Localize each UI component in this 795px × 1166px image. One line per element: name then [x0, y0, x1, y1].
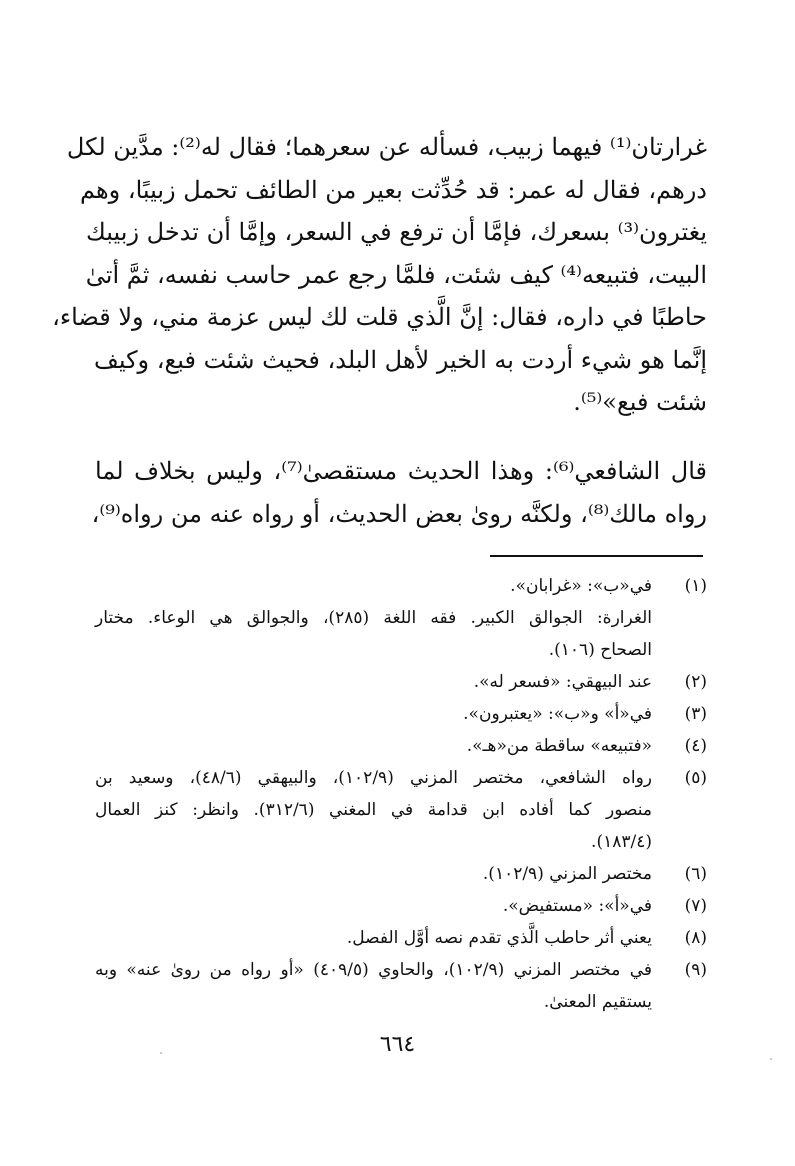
footnote-6: [95, 858, 707, 890]
footnote-number: (٦): [684, 864, 707, 884]
footnote-number: (٩): [684, 960, 707, 980]
shafii-line: قال الشافعي⁽⁶⁾: وهذا الحديث مستقصىٰ⁽⁷⁾، وليس بخلاف لما: [95, 457, 707, 485]
footnote-number: (٨): [684, 928, 707, 948]
main-line: حاطبًا في داره، فقال: إنَّ الَّذي قلت لك ليس عزمة مني، ولا قضاء،: [52, 303, 707, 331]
footnote-line: رواه الشافعي، مختصر المزني (١٠٢/٩)، والبيهقي (٤٨/٦)، وسعيد بن: [95, 768, 652, 788]
footnote-line: في«ب»: «غرابان».: [510, 576, 652, 596]
footnotes: [95, 570, 707, 1018]
shafii-line: رواه مالك⁽⁸⁾، ولكنَّه روىٰ بعض الحديث، أو رواه عنه من رواه⁽⁹⁾،: [91, 499, 707, 528]
footnote-9: [95, 954, 707, 1018]
main-line: غرارتان⁽¹⁾ فيهما زبيب، فسأله عن سعرهما؛ فقال له⁽²⁾: مدَّين لكل: [66, 133, 707, 161]
footnote-line: في«أ»: «مستفيض».: [502, 896, 652, 916]
footnote-line: (١٨٣/٤).: [591, 832, 652, 852]
footnote-3: [95, 698, 707, 730]
main-line: شئت فبع»⁽⁵⁾.: [573, 388, 707, 416]
footnote-5: [95, 762, 707, 858]
footnote-1-gloss: [95, 602, 707, 666]
main-line: يغترون⁽³⁾ بسعرك، فإمَّا أن ترفع في السعر، وإمَّا أن تدخل زبيبك: [86, 218, 707, 246]
footnote-number: (٥): [684, 768, 707, 788]
footnote-divider: [490, 555, 703, 557]
footnote-7: [95, 890, 707, 922]
scan-speck: [160, 1052, 162, 1054]
footnote-line: الغرارة: الجوالق الكبير. فقه اللغة (٢٨٥)، والجوالق هي الوعاء. مختار: [95, 608, 653, 628]
shafii-paragraph: [91, 450, 707, 535]
footnote-line: في«أ» و«ب»: «يعتبرون».: [463, 704, 652, 724]
main-line: درهم، فقال له عمر: قد حُدِّثت بعير من الطائف تحمل زبيبًا، وهم: [79, 175, 707, 204]
footnote-8: [95, 922, 707, 954]
main-line: إنَّما هو شيء أردت به الخير لأهل البلد، فحيث شئت فبع، وكيف: [93, 345, 707, 374]
main-paragraph: [52, 126, 707, 424]
footnote-number: (٧): [684, 896, 707, 916]
footnote-2: [95, 666, 707, 698]
footnote-number: (٢): [684, 672, 707, 692]
footnote-line: عند البيهقي: «فسعر له».: [473, 672, 652, 692]
footnote-line: في مختصر المزني (١٠٢/٩)، والحاوي (٤٠٩/٥) «أو رواه من روىٰ عنه» وبه: [95, 960, 652, 980]
scan-speck: [770, 1058, 772, 1060]
page-number: ٦٦٤: [379, 1032, 416, 1057]
main-line: البيت، فتبيعه⁽⁴⁾ كيف شئت، فلمَّا رجع عمر حاسب نفسه، ثمَّ أتىٰ: [85, 260, 707, 289]
footnote-4: [95, 730, 707, 762]
footnote-number: (٣): [684, 704, 707, 724]
footnote-line: مختصر المزني (١٠٢/٩).: [482, 864, 652, 884]
footnote-line: يعني أثر حاطب الَّذي تقدم نصه أوَّل الفصل.: [346, 928, 652, 948]
footnote-line: الصحاح (١٠٦).: [548, 640, 652, 660]
footnote-line: «فتبيعه» ساقطة من«هـ».: [466, 736, 652, 756]
footnote-line: يستقيم المعنىٰ.: [543, 992, 652, 1012]
footnote-line: منصور كما أفاده ابن قدامة في المغني (٣١٢/٦). وانظر: كنز العمال: [95, 800, 653, 820]
footnote-1: [95, 570, 707, 602]
footnote-number: (١): [684, 576, 707, 596]
footnote-number: (٤): [684, 736, 707, 756]
